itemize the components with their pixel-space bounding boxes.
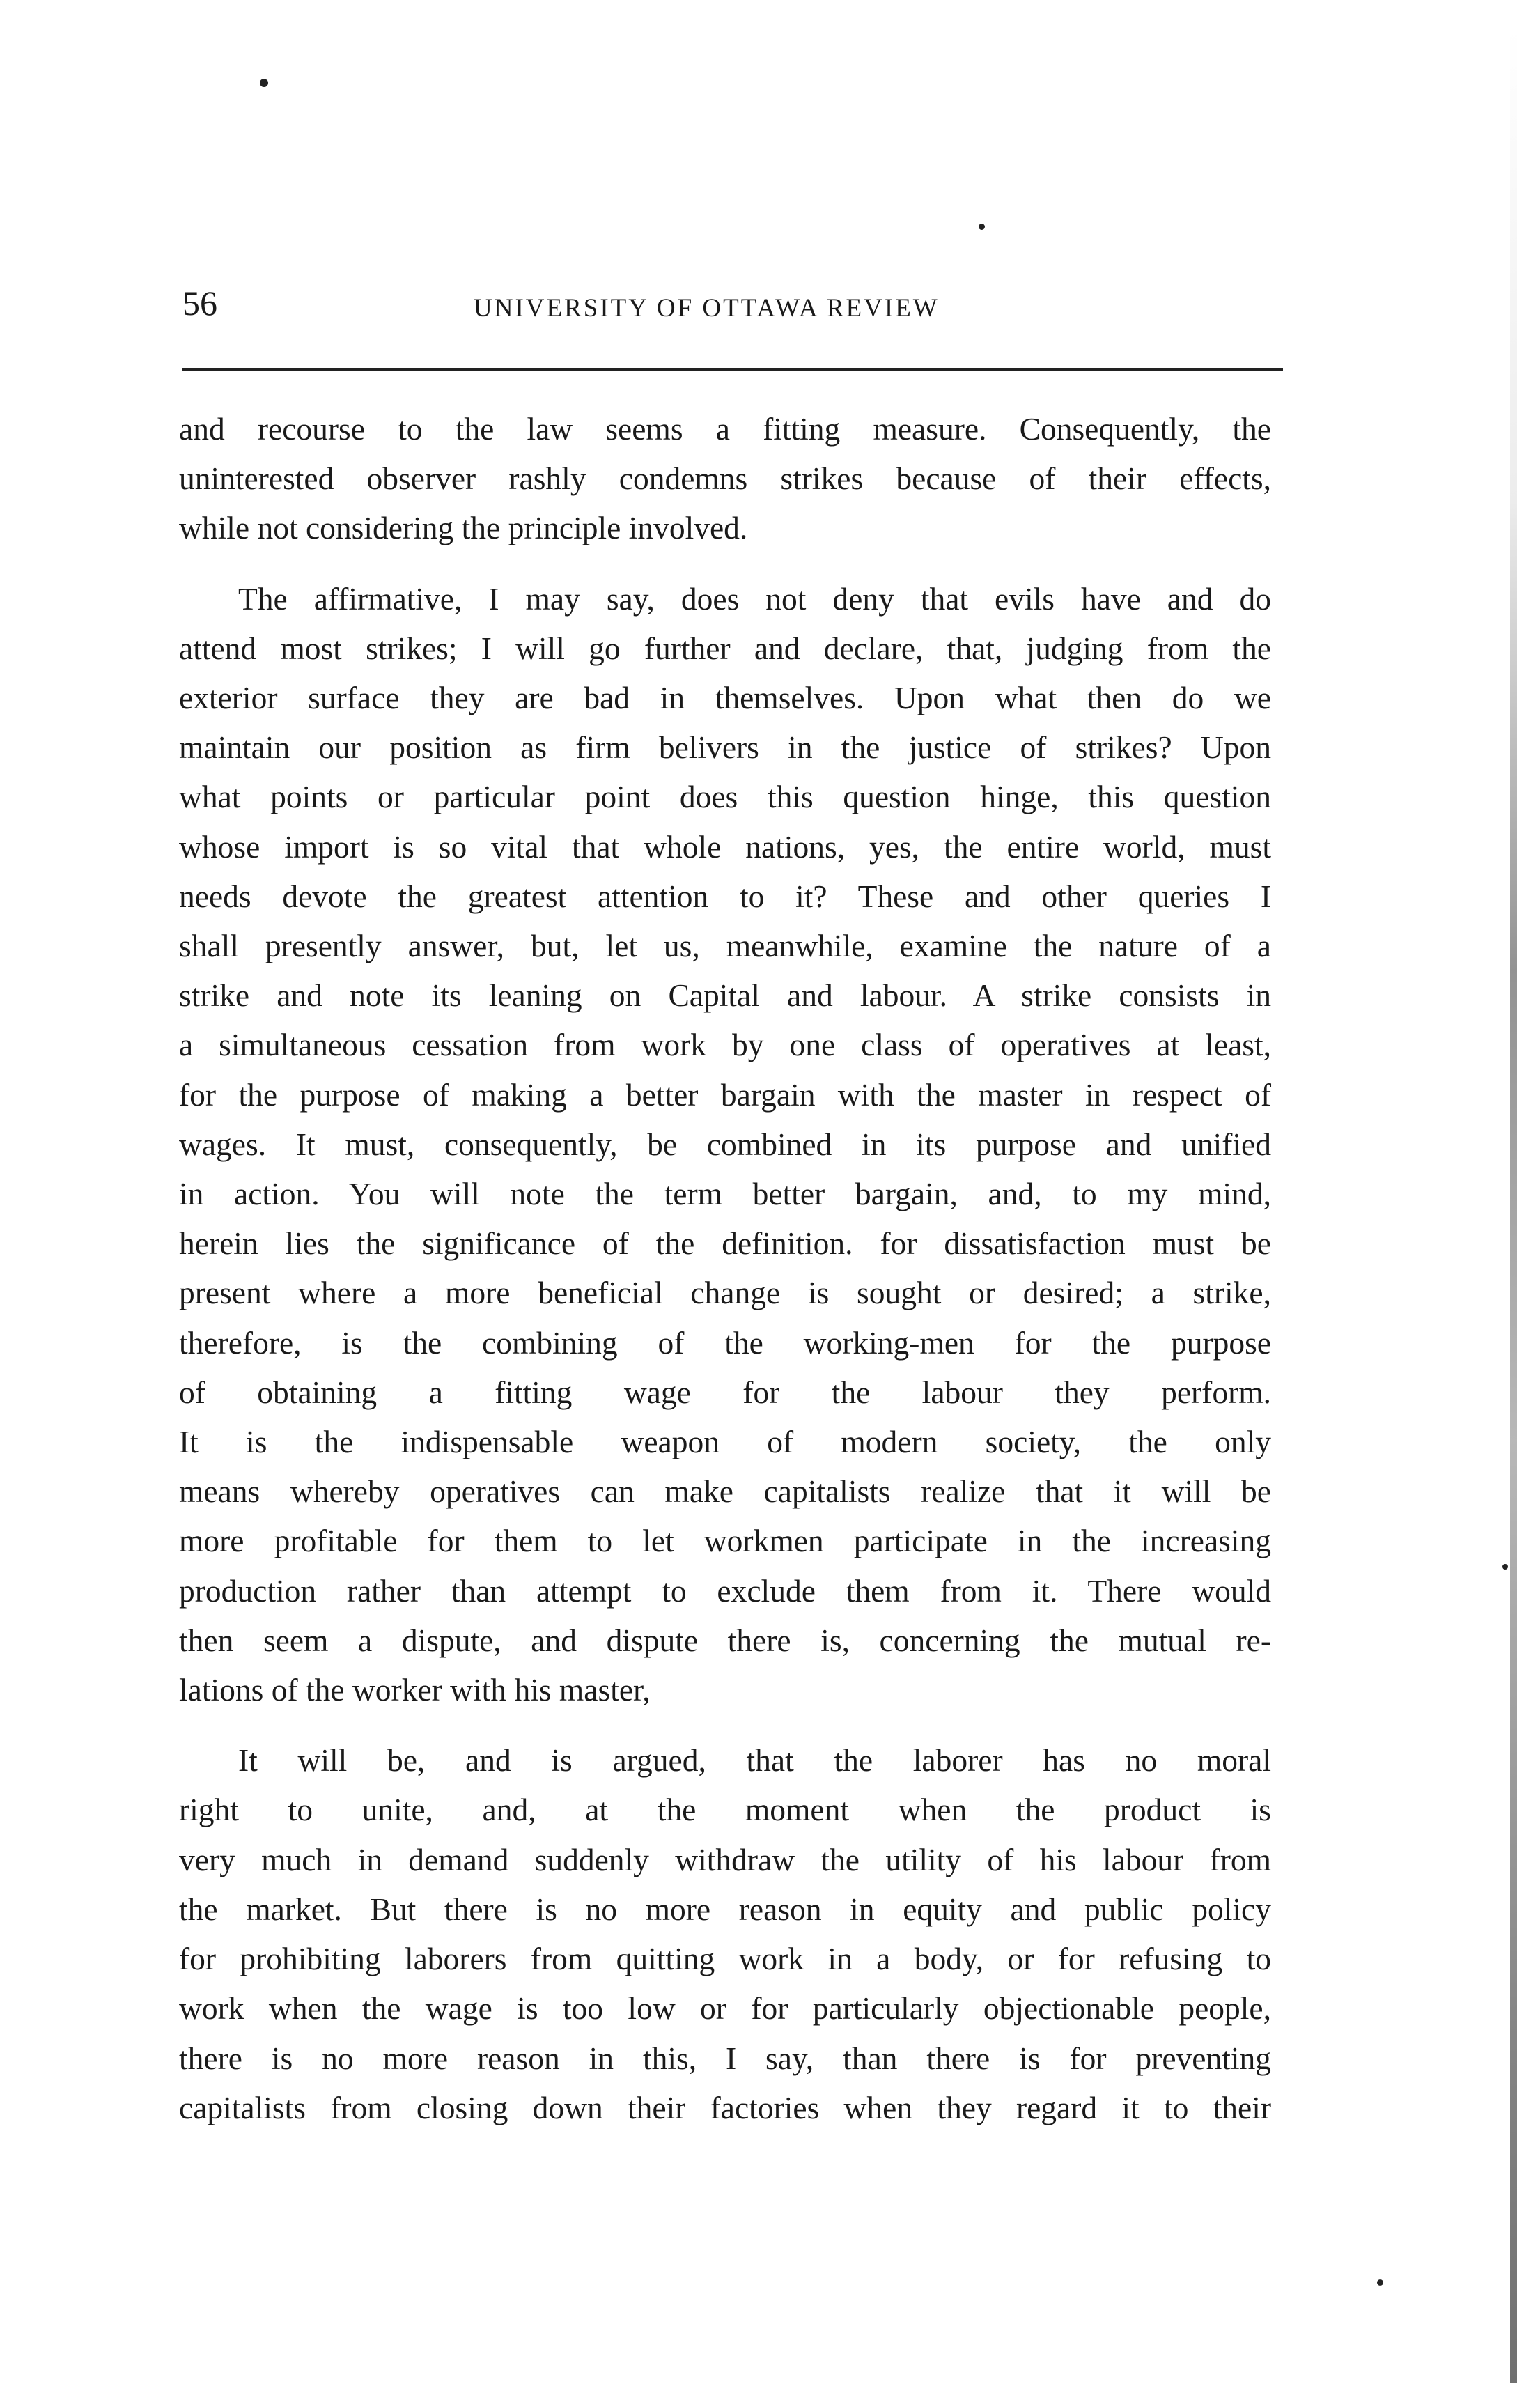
text-line: shall presently answer, but, let us, meanwhile, examine the nature of a	[179, 928, 1271, 964]
text-line: It is the indispensable weapon of modern society, the only	[179, 1424, 1271, 1460]
text-line: of obtaining a fitting wage for the labour they perform.	[179, 1374, 1271, 1410]
text-line: there is no more reason in this, I say, than there is for preventing	[179, 2040, 1271, 2076]
text-line: work when the wage is too low or for particularly objectionable people,	[179, 1990, 1271, 2027]
page-header	[182, 279, 1283, 327]
text-line: attend most strikes; I will go further and declare, that, judging from the	[179, 630, 1271, 666]
text-line: needs devote the greatest attention to it? These and other queries I	[179, 878, 1271, 914]
running-head: UNIVERSITY OF OTTAWA REVIEW	[474, 294, 940, 323]
text-line: what points or particular point does this question hinge, this question	[179, 779, 1271, 815]
text-line: a simultaneous cessation from work by one class of operatives at least,	[179, 1027, 1271, 1063]
text-line: lations of the worker with his master,	[179, 1672, 651, 1708]
text-line: The affirmative, I may say, does not deny that evils have and do	[238, 580, 1271, 617]
text-line: for prohibiting laborers from quitting work in a body, or for refusing to	[179, 1941, 1271, 1977]
text-line: more profitable for them to let workmen participate in the increasing	[179, 1523, 1271, 1559]
scan-speck	[979, 224, 985, 230]
scan-speck	[260, 79, 268, 87]
text-line: whose import is so vital that whole nations, yes, the entire world, must	[179, 828, 1271, 865]
page-number: 56	[182, 284, 217, 323]
text-line: while not considering the principle involved.	[179, 510, 748, 546]
text-line: uninterested observer rashly condemns strikes because of their effects,	[179, 460, 1271, 497]
text-line: production rather than attempt to exclude them from it. There would	[179, 1572, 1271, 1609]
text-line: maintain our position as firm belivers in the justice of strikes? Upon	[179, 729, 1271, 766]
body-text	[179, 404, 1271, 2132]
text-line: It will be, and is argued, that the laborer has no moral	[238, 1742, 1271, 1779]
header-rule	[182, 368, 1283, 371]
text-line: present where a more beneficial change is sought or desired; a strike,	[179, 1275, 1271, 1311]
scan-speck	[1377, 2279, 1383, 2286]
text-line: for the purpose of making a better bargain with the master in respect of	[179, 1076, 1271, 1113]
text-line: exterior surface they are bad in themselves. Upon what then do we	[179, 680, 1271, 716]
text-line: capitalists from closing down their factories when they regard it to their	[179, 2089, 1271, 2125]
text-line: right to unite, and, at the moment when the product is	[179, 1792, 1271, 1828]
scan-page-edge	[1510, 28, 1517, 2383]
text-line: very much in demand suddenly withdraw the utility of his labour from	[179, 1841, 1271, 1877]
text-line: then seem a dispute, and dispute there is, concerning the mutual re-	[179, 1622, 1271, 1658]
text-line: in action. You will note the term better bargain, and, to my mind,	[179, 1176, 1271, 1212]
text-line: the market. But there is no more reason in equity and public policy	[179, 1891, 1271, 1927]
paragraph-2	[179, 574, 1271, 1715]
paragraph-3	[179, 1735, 1271, 2132]
scan-speck	[1502, 1564, 1508, 1570]
text-line: therefore, is the combining of the working-men for the purpose	[179, 1324, 1271, 1361]
text-line: and recourse to the law seems a fitting measure. Consequently, the	[179, 411, 1271, 447]
text-line: herein lies the significance of the definition. for dissatisfaction must be	[179, 1225, 1271, 1262]
paragraph-1	[179, 404, 1271, 553]
text-line: wages. It must, consequently, be combined in its purpose and unified	[179, 1126, 1271, 1162]
text-line: strike and note its leaning on Capital and labour. A strike consists in	[179, 977, 1271, 1014]
text-line: means whereby operatives can make capitalists realize that it will be	[179, 1473, 1271, 1510]
